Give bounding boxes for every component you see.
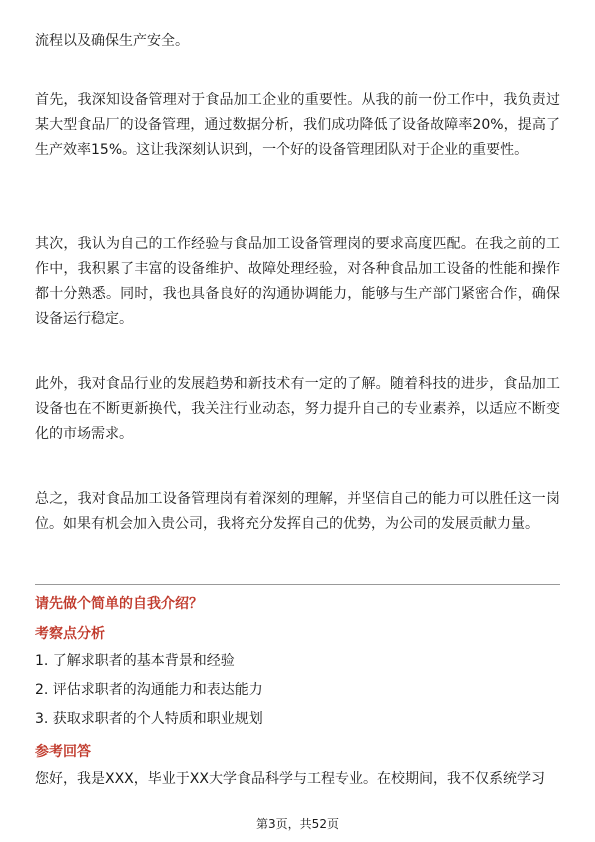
section-divider xyxy=(35,584,560,585)
analysis-item: 3. 获取求职者的个人特质和职业规划 xyxy=(35,711,263,727)
analysis-item: 1. 了解求职者的基本背景和经验 xyxy=(35,653,235,669)
analysis-item: 2. 评估求职者的沟通能力和表达能力 xyxy=(35,682,263,698)
paragraph-continuation: 流程以及确保生产安全。 xyxy=(35,33,189,49)
paragraph-moreover: 此外，我对食品行业的发展趋势和新技术有一定的了解。随着科技的进步，食品加工设备也在不断更新换代，我关注行业动态，努力提升自己的专业素养，以适应不断变化的市场需求。 xyxy=(35,376,560,442)
paragraph-conclusion: 总之，我对食品加工设备管理岗有着深刻的理解，并坚信自己的能力可以胜任这一岗位。如果有机会加入贵公司，我将充分发挥自己的优势，为公司的发展贡献力量。 xyxy=(35,491,560,532)
paragraph-second: 其次，我认为自己的工作经验与食品加工设备管理岗的要求高度匹配。在我之前的工作中，我积累了丰富的设备维护、故障处理经验，对各种食品加工设备的性能和操作都十分熟悉。同时，我也具备良好的沟通协调能力，能够与生产部门紧密合作，确保设备运行稳定。 xyxy=(35,236,560,327)
answer-text: 您好，我是XXX，毕业于XX大学食品科学与工程专业。在校期间，我不仅系统学习 xyxy=(35,771,545,787)
answer-heading: 参考回答 xyxy=(35,744,91,760)
paragraph-first: 首先，我深知设备管理对于食品加工企业的重要性。从我的前一份工作中，我负责过某大型食品厂的设备管理，通过数据分析，我们成功降低了设备故障率20%，提高了生产效率15%。这让我深刻认识到，一个好的设备管理团队对于企业的重要性。 xyxy=(35,92,560,158)
analysis-list xyxy=(35,649,263,736)
page-number: 第3页，共52页 xyxy=(256,817,339,831)
question-title: 请先做个简单的自我介绍？ xyxy=(35,596,203,612)
analysis-heading: 考察点分析 xyxy=(35,626,105,642)
